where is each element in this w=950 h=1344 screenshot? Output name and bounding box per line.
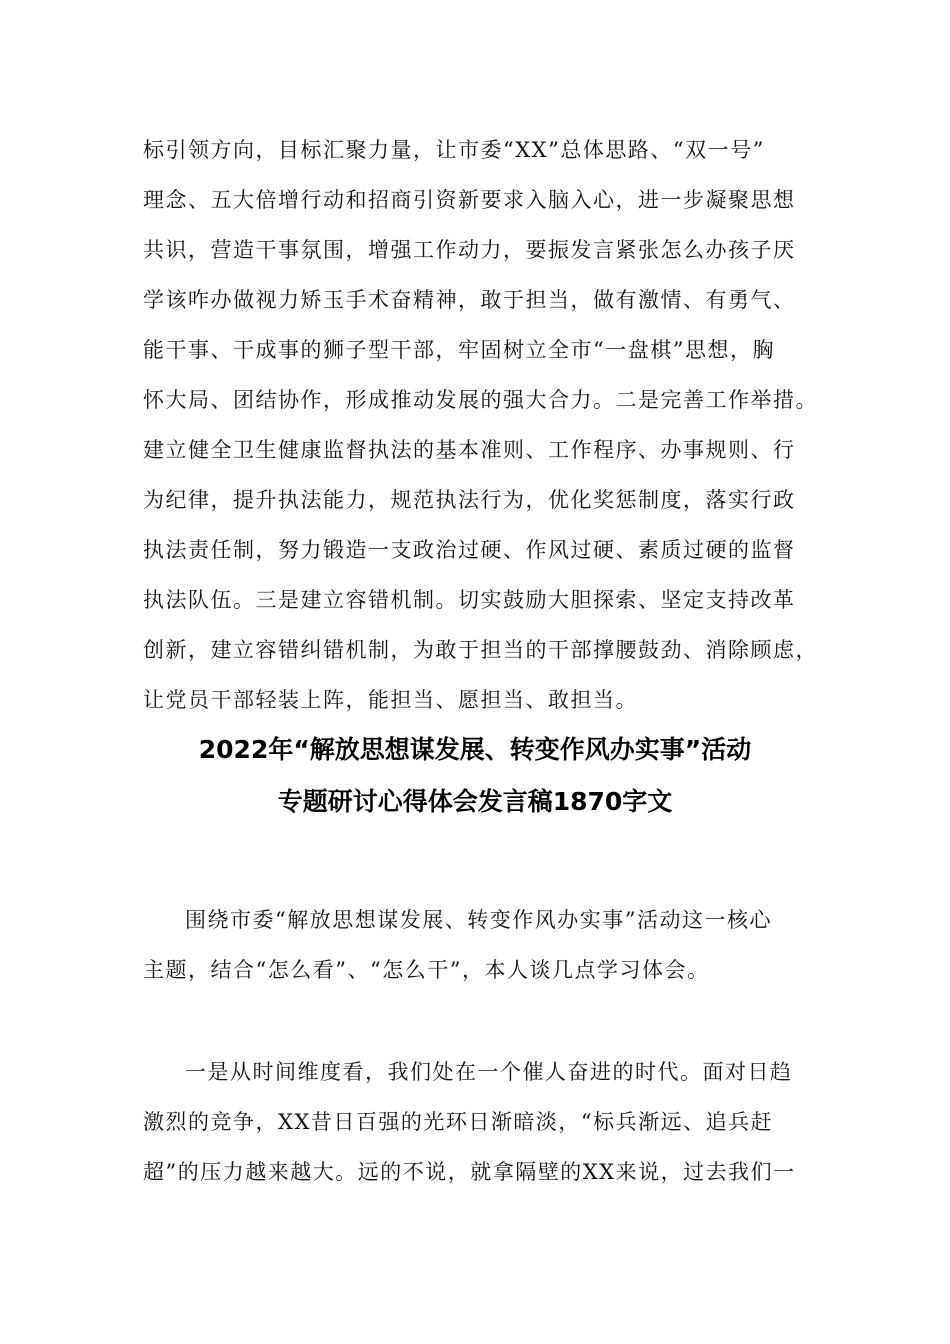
intro-paragraph [143,895,823,995]
text-line: 主题，结合“怎么看”、“怎么干”，本人谈几点学习体会。 [143,958,710,982]
text-line: 为纪律，提升执法能力，规范执法行为，优化奖惩制度，落实行政 [143,488,796,512]
document-title [100,724,850,828]
text-line: 共识，营造干事氛围，增强工作动力，要振发言紧张怎么办孩子厌 [143,238,796,262]
text-line: 让党员干部轻装上阵，能担当、愿担当、敢担当。 [143,688,638,712]
text-line: 创新，建立容错纠错机制，为敢于担当的干部撑腰鼓劲、消除顾虑， [143,638,818,662]
title-line: 专题研讨心得体会发言稿1870字文 [277,787,673,816]
continuation-paragraph [143,125,823,725]
text-line: 能干事、干成事的狮子型干部，牢固树立全市“一盘棋”思想，胸 [143,338,775,362]
text-line: 一是从时间维度看，我们处在一个催人奋进的时代。面对日趋 [185,1060,793,1084]
text-line: 学该咋办做视力矫玉手术奋精神，敢于担当，做有激情、有勇气、 [143,288,796,312]
text-line: 建立健全卫生健康监督执法的基本准则、工作程序、办事规则、行 [143,438,796,462]
title-line: 2022年“解放思想谋发展、转变作风办实事”活动 [198,735,752,764]
text-line: 执法责任制，努力锻造一支政治过硬、作风过硬、素质过硬的监督 [143,538,796,562]
text-line: 理念、五大倍增行动和招商引资新要求入脑入心，进一步凝聚思想 [143,188,796,212]
text-line: 怀大局、团结协作，形成推动发展的强大合力。二是完善工作举措。 [143,388,818,412]
section-one-paragraph [143,1047,823,1197]
text-line: 围绕市委“解放思想谋发展、转变作风办实事”活动这一核心 [185,908,772,932]
text-line: 激烈的竞争，XX昔日百强的光环日渐暗淡，“标兵渐远、追兵赶 [143,1110,774,1134]
text-line: 标引领方向，目标汇聚力量，让市委“XX”总体思路、“双一号” [143,138,765,162]
text-line: 执法队伍。三是建立容错机制。切实鼓励大胆探索、坚定支持改革 [143,588,796,612]
text-line: 超”的压力越来越大。远的不说，就拿隔壁的XX来说，过去我们一 [143,1160,796,1184]
